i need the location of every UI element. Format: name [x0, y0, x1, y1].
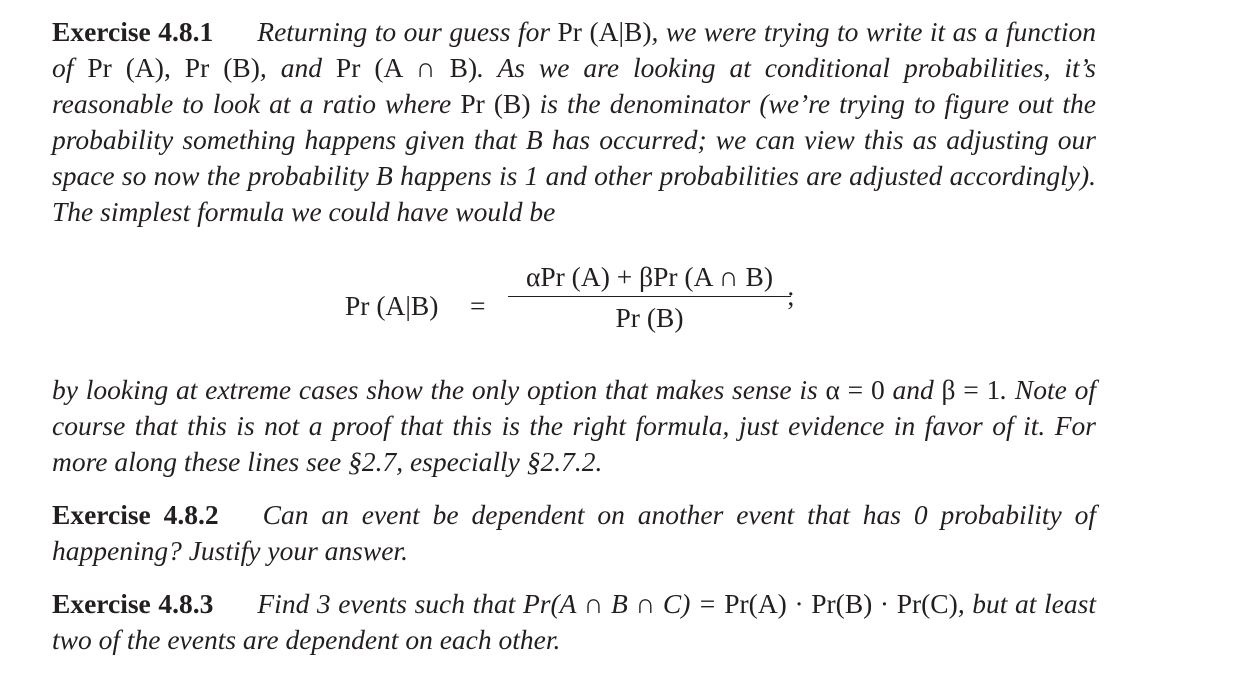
exercise-4-8-3-label: Exercise 4.8.3	[52, 588, 214, 619]
exercise-4-8-1-text	[52, 14, 1096, 230]
alpha-equals-zero: α = 0	[825, 374, 885, 405]
equation-equals-sign: =	[470, 290, 486, 321]
exercise-4-8-1-followup	[52, 372, 1096, 480]
beta-equals-one: β = 1	[941, 374, 1001, 405]
exercise-4-8-3-t2: , but at least two of the events are dependent on each other.	[52, 588, 1096, 655]
display-equation	[52, 230, 1096, 372]
fraction-bar	[508, 296, 791, 297]
exercise-4-8-2-body: Can an event be dependent on another event that has 0 probability of happening? Justify your answer.	[52, 499, 1096, 566]
pr-b-denominator: Pr (B)	[460, 88, 531, 119]
pr-a: Pr (A)	[87, 52, 164, 83]
exercise-4-8-3-t1: Find 3 events such that Pr(A ∩ B ∩ C) =	[257, 588, 725, 619]
comma: ,	[163, 52, 185, 83]
followup-text-2: and	[884, 374, 942, 405]
exercise-4-8-1-intro: Returning to our guess for	[257, 16, 558, 47]
followup-text-1: by looking at extreme cases show the only option that makes sense is	[52, 374, 826, 405]
product-of-probabilities: Pr(A) · Pr(B) · Pr(C)	[724, 588, 958, 619]
exercise-4-8-1-t1: , we were trying to write it as a function of	[52, 16, 1097, 83]
equation-numerator: αPr (A) + βPr (A ∩ B)	[525, 261, 774, 292]
exercise-page	[52, 14, 1096, 658]
pr-a-and-b: Pr (A ∩ B)	[335, 52, 478, 83]
followup-text-3: . Note of course that this is not a proof that this is the right formula, just evidence in favor of it. For more along these lines see §2.7, especially §2.7.2.	[52, 374, 1096, 477]
exercise-4-8-3-text	[52, 586, 1096, 658]
exercise-4-8-1-t2: , and	[259, 52, 336, 83]
equation-lhs: Pr (A|B)	[345, 290, 439, 321]
equation-denominator: Pr (B)	[615, 302, 684, 333]
equation-fraction	[508, 260, 791, 335]
pr-a-given-b: Pr (A|B)	[557, 16, 652, 47]
exercise-4-8-1-t3: . As we are looking at conditional probabilities, it’s reasonable to look at a ratio where	[52, 52, 1096, 119]
pr-b: Pr (B)	[184, 52, 260, 83]
exercise-4-8-2-label: Exercise 4.8.2	[52, 499, 219, 530]
equation-semicolon: ;	[787, 280, 795, 311]
exercise-4-8-1-t4: is the denominator (we’re trying to figure out the probability something happens given that B has occurred; we can view this as adjusting our space so now the probability B happens is 1 and other probabilities are adjusted accordingly). The simplest formula we could have would be	[52, 88, 1096, 227]
exercise-4-8-2-text	[52, 497, 1096, 569]
exercise-4-8-1-label: Exercise 4.8.1	[52, 16, 214, 47]
